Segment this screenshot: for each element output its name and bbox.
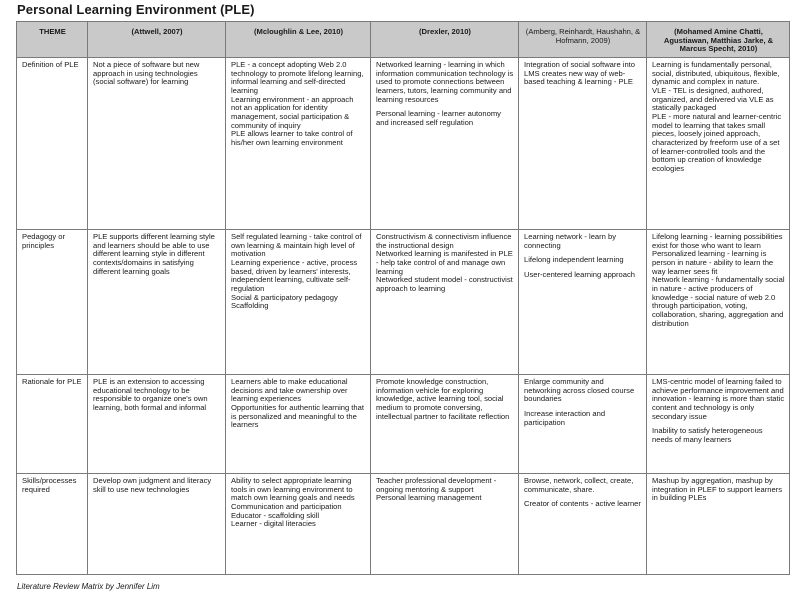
cell-paragraph: Mashup by aggregation, mashup by integration in PLEF to support learners in building PLEs	[652, 476, 783, 503]
matrix-cell-drexler	[371, 58, 519, 230]
cell-paragraph: PLE - a concept adopting Web 2.0 technology to promote lifelong learning, informal learning and self-directed learning Learning environment - an approach not an application for identity management, social participation & community of inquiry PLE allows learner to take control of his/her own learning environment	[231, 60, 364, 147]
cell-paragraph: User-centered learning approach	[524, 269, 636, 279]
cell-paragraph: Teacher professional development -ongoing mentoring & support Personal learning management	[376, 476, 497, 503]
matrix-cell-attwell	[88, 375, 226, 474]
cell-paragraph: Develop own judgment and literacy skill to use new technologies	[93, 476, 212, 494]
cell-paragraph: Lifelong learning - learning possibilities exist for those who want to learn Personalized learning - learning is person in nature - ability to learn the way learner sees fit Network learning - fundamentally social in nature - active producers of knowledge - social nature of web 2.0 through participation, voting, collaboration, sharing, aggregation and distribution	[652, 232, 785, 328]
matrix-cell-mcloughlin-lee	[226, 474, 371, 575]
matrix-cell-amberg	[519, 474, 647, 575]
table-row	[17, 474, 790, 575]
matrix-cell-mcloughlin-lee	[226, 58, 371, 230]
header-mcloughlin-lee: (Mcloughlin & Lee, 2010)	[226, 22, 371, 58]
cell-paragraph: Learners able to make educational decisions and take ownership over learning experiences Opportunities for authentic learning that is personalized and meaningful to the learners	[231, 377, 364, 430]
header-chatti: (Mohamed Amine Chatti, Agustiawan, Matthias Jarke, & Marcus Specht, 2010)	[647, 22, 790, 58]
header-theme: THEME	[17, 22, 88, 58]
cell-paragraph: Increase interaction and participation	[524, 408, 606, 427]
matrix-cell-chatti	[647, 474, 790, 575]
matrix-cell-mcloughlin-lee	[226, 375, 371, 474]
table-row	[17, 58, 790, 230]
literature-matrix-table	[16, 21, 790, 575]
matrix-cell-amberg	[519, 375, 647, 474]
footer-credit: Literature Review Matrix by Jennifer Lim	[17, 582, 160, 591]
cell-paragraph: Learning network - learn by connecting	[524, 232, 617, 250]
table-row	[17, 230, 790, 375]
theme-cell: Rationale for PLE	[17, 375, 88, 474]
matrix-cell-attwell	[88, 58, 226, 230]
cell-paragraph: Lifelong independent learning	[524, 255, 624, 265]
document-title: Personal Learning Environment (PLE)	[17, 2, 255, 17]
matrix-cell-chatti	[647, 230, 790, 375]
matrix-cell-attwell	[88, 230, 226, 375]
header-attwell: (Attwell, 2007)	[88, 22, 226, 58]
theme-cell: Pedagogy or principles	[17, 230, 88, 375]
cell-paragraph: LMS-centric model of learning failed to achieve performance improvement and innovation - learning is more than static content and technology is only secondary issue	[652, 377, 785, 421]
cell-paragraph: Promote knowledge construction, information vehicle for exploring knowledge, active learning tool, social medium to promote conversing, intellectual partner to facilitate reflection	[376, 377, 510, 421]
cell-paragraph: Enlarge community and networking across closed course boundaries	[524, 377, 635, 404]
cell-paragraph: PLE is an extension to accessing educational technology to be responsible to organize one's own learning, both formal and informal	[93, 377, 208, 412]
matrix-cell-chatti	[647, 375, 790, 474]
matrix-cell-drexler	[371, 230, 519, 375]
cell-paragraph: Networked learning - learning in which information communication technology is used to promote connections between learners, tutors, learning community and learning resources	[376, 60, 514, 104]
cell-paragraph: Learning is fundamentally personal, social, distributed, ubiquitous, flexible, dynamic and complex in nature. VLE - TEL is designed, authored, organized, and delivered via VLE as statically packaged PLE - more natural and learner-centric model to learning that takes small pieces, loosely joined approach, characterized by freeform use of a set of learner-controlled tools and the bottom up creation of knowledge ecologies	[652, 60, 782, 173]
theme-cell: Definition of PLE	[17, 58, 88, 230]
matrix-cell-amberg	[519, 230, 647, 375]
matrix-cell-attwell	[88, 474, 226, 575]
matrix-cell-mcloughlin-lee	[226, 230, 371, 375]
header-row	[17, 22, 790, 58]
matrix-cell-chatti	[647, 58, 790, 230]
cell-paragraph: Constructivism & connectivism influence the instructional design Networked learning is manifested in PLE - help take control of and manage own learning Networked student model - constructivist approach to learning	[376, 232, 513, 293]
cell-paragraph: PLE supports different learning style and learners should be able to use different learning style in different contexts/domains in satisfying different learning goals	[93, 232, 215, 276]
cell-paragraph: Personal learning - learner autonomy and increased self regulation	[376, 109, 501, 127]
cell-paragraph: Self regulated learning - take control of own learning & maintain high level of motivation Learning experience - active, process based, driven by learners' interests, independent learning, cultivate self-regulation Social & participatory pedagogy Scaffolding	[231, 232, 362, 311]
matrix-cell-drexler	[371, 375, 519, 474]
table-row	[17, 375, 790, 474]
header-amberg: (Amberg, Reinhardt, Haushahn, & Hofmann, 2009)	[519, 22, 647, 58]
matrix-cell-drexler	[371, 474, 519, 575]
theme-cell: Skills/processes required	[17, 474, 88, 575]
cell-paragraph: Creator of contents - active learner	[524, 499, 641, 509]
cell-paragraph: Integration of social software into LMS creates new way of web-based teaching & learning - PLE	[524, 60, 636, 87]
cell-paragraph: Browse, network, collect, create, communicate, share.	[524, 476, 634, 494]
cell-paragraph: Ability to select appropriate learning tools in own learning environment to match own learning goals and needs Communication and participation Educator - scaffolding skill Learner - digital literacies	[231, 476, 355, 529]
cell-paragraph: Inability to satisfy heterogeneous needs of many learners	[652, 426, 763, 444]
matrix-cell-amberg	[519, 58, 647, 230]
header-drexler: (Drexler, 2010)	[371, 22, 519, 58]
cell-paragraph: Not a piece of software but new approach in using technologies (social software) for learning	[93, 60, 200, 87]
